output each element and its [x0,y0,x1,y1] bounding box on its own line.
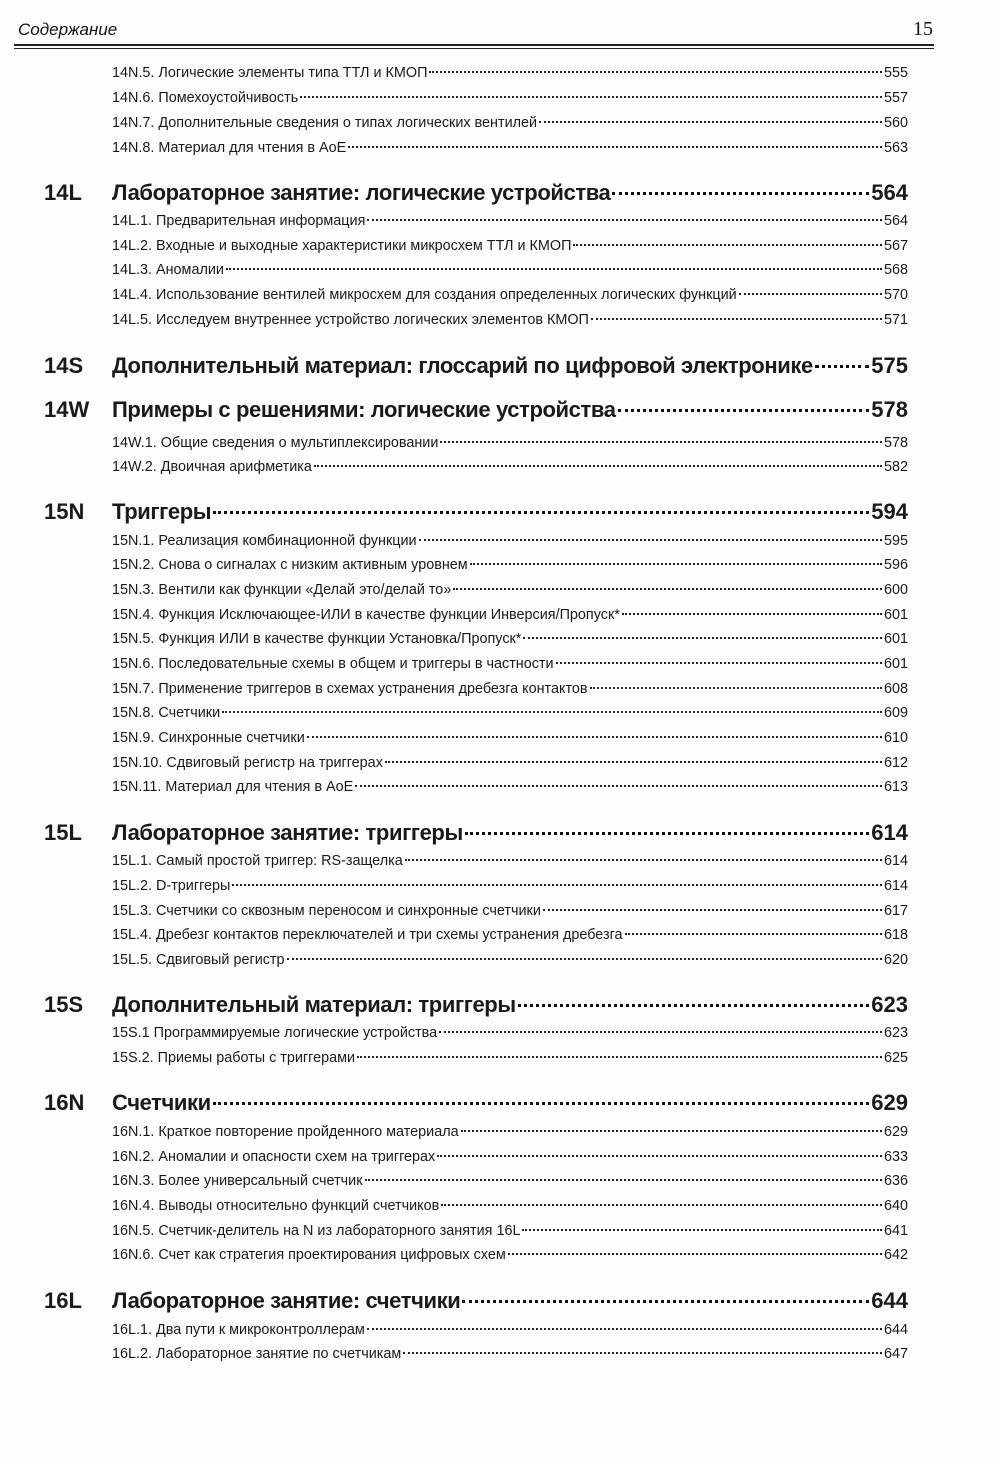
toc-section-entry[interactable] [112,1247,908,1269]
page-ref: 644 [883,1322,908,1338]
page-ref: 567 [883,238,908,254]
toc-section-entry[interactable] [112,1223,908,1245]
dot-leader [518,1004,870,1007]
page-ref: 614 [871,820,908,845]
toc-section-entry[interactable] [112,312,908,334]
section-title: 15S.2. Приемы работы с триггерами [112,1050,356,1066]
dot-leader [314,465,882,467]
section-title: 14L.2. Входные и выходные характеристики микросхем ТТЛ и КМОП [112,238,572,254]
toc-chapter-entry[interactable] [44,1288,908,1320]
dot-leader [300,96,882,98]
toc-section-entry[interactable] [112,65,908,87]
dot-leader [440,441,882,443]
section-title: 15N.4. Функция Исключающее-ИЛИ в качестве функции Инверсия/Пропуск* [112,607,620,623]
page-ref: 620 [883,952,908,968]
toc-section-entry[interactable] [112,582,908,604]
dot-leader [365,1179,882,1181]
dot-leader [508,1253,882,1255]
toc-section-entry[interactable] [112,607,908,629]
toc-section-entry[interactable] [112,140,908,162]
dot-leader [522,1229,882,1231]
section-title: 16N.4. Выводы относительно функций счетчиков [112,1198,440,1214]
chapter-code: 15L [44,820,82,845]
page-ref: 618 [883,927,908,943]
dot-leader [453,588,882,590]
dot-leader [405,859,882,861]
page-ref: 557 [883,90,908,106]
dot-leader [307,736,882,738]
toc-section-entry[interactable] [112,1198,908,1220]
section-title: 16N.2. Аномалии и опасности схем на триггерах [112,1149,436,1165]
page-ref: 608 [883,681,908,697]
toc-section-entry[interactable] [112,533,908,555]
section-title: 14N.7. Дополнительные сведения о типах логических вентилей [112,115,538,131]
toc-section-entry[interactable] [112,1173,908,1195]
toc-section-entry[interactable] [112,262,908,284]
page-ref: 594 [871,499,908,524]
dot-leader [470,563,882,565]
page-ref: 575 [871,353,908,378]
toc-section-entry[interactable] [112,557,908,579]
page-ref: 601 [883,631,908,647]
section-title: 15N.11. Материал для чтения в AoE [112,779,354,795]
toc-section-entry[interactable] [112,681,908,703]
section-title: 15N.9. Синхронные счетчики [112,730,305,746]
chapter-title: Лабораторное занятие: триггеры [112,820,463,845]
page-ref: 560 [883,115,908,131]
page-ref: 595 [883,533,908,549]
toc-chapter-entry[interactable] [44,992,908,1024]
page-ref: 636 [883,1173,908,1189]
page-ref: 641 [883,1223,908,1239]
dot-leader [348,146,882,148]
dot-leader [543,909,882,911]
toc-section-entry[interactable] [112,631,908,653]
dot-leader [815,365,869,368]
toc-section-entry[interactable] [112,459,908,481]
section-title: 14N.5. Логические элементы типа ТТЛ и КМОП [112,65,428,81]
dot-leader [441,1204,882,1206]
toc-section-entry[interactable] [112,287,908,309]
section-title: 14W.2. Двоичная арифметика [112,459,312,475]
page-ref: 600 [883,582,908,598]
dot-leader [465,832,869,835]
dot-leader [357,1056,882,1058]
page-ref: 555 [883,65,908,81]
section-title: 16N.1. Краткое повторение пройденного материала [112,1124,459,1140]
dot-leader [367,219,882,221]
chapter-code: 16N [44,1090,85,1115]
section-title: 16N.6. Счет как стратегия проектирования цифровых схем [112,1247,506,1263]
toc-section-entry[interactable] [112,878,908,900]
page-ref: 571 [883,312,908,328]
toc-section-entry[interactable] [112,213,908,235]
section-title: 16L.2. Лабораторное занятие по счетчикам [112,1346,402,1362]
dot-leader [539,121,882,123]
chapter-title: Триггеры [112,499,212,524]
toc-section-entry[interactable] [112,238,908,260]
page-ref: 617 [883,903,908,919]
section-title: 15L.4. Дребезг контактов переключателей и три схемы устранения дребезга [112,927,623,943]
chapter-title: Счетчики [112,1090,211,1115]
dot-leader [612,192,869,195]
dot-leader [226,268,882,270]
chapter-code: 16L [44,1288,82,1313]
section-title: 15N.5. Функция ИЛИ в качестве функции Установка/Пропуск* [112,631,522,647]
toc-section-entry[interactable] [112,1346,908,1368]
toc-section-entry[interactable] [112,1149,908,1171]
section-title: 15N.8. Счетчики [112,705,221,721]
dot-leader [461,1130,882,1132]
section-title: 14L.4. Использование вентилей микросхем для создания определенных логических функций [112,287,737,303]
toc-section-entry[interactable] [112,853,908,875]
page-ref: 564 [883,213,908,229]
page-ref: 612 [883,755,908,771]
toc-section-entry[interactable] [112,705,908,727]
dot-leader [403,1352,882,1354]
toc-section-entry[interactable] [112,1124,908,1146]
page-ref: 625 [883,1050,908,1066]
section-title: 14W.1. Общие сведения о мультиплексировании [112,435,439,451]
toc-section-entry[interactable] [112,1050,908,1072]
dot-leader [213,1102,870,1105]
section-title: 15N.6. Последовательные схемы в общем и триггеры в частности [112,656,554,672]
toc-section-entry[interactable] [112,903,908,925]
section-title: 15N.1. Реализация комбинационной функции [112,533,417,549]
page-number: 15 [913,18,933,40]
page-ref: 629 [883,1124,908,1140]
toc-section-entry[interactable] [112,90,908,112]
toc-section-entry[interactable] [112,755,908,777]
toc-chapter-entry[interactable] [44,820,908,852]
dot-leader [287,958,882,960]
toc-section-entry[interactable] [112,435,908,457]
section-title: 14L.1. Предварительная информация [112,213,366,229]
chapter-code: 14W [44,397,90,422]
toc-chapter-entry[interactable] [44,397,908,429]
page-ref: 601 [883,607,908,623]
dot-leader [625,933,882,935]
dot-leader [419,539,882,541]
chapter-code: 14L [44,180,82,205]
page-ref: 647 [883,1346,908,1362]
page-header [18,18,933,44]
page-ref: 578 [883,435,908,451]
dot-leader [739,293,882,295]
toc-section-entry[interactable] [112,927,908,949]
table-of-contents [0,60,1000,1460]
section-title: 14N.8. Материал для чтения в AoE [112,140,347,156]
chapter-title: Примеры с решениями: логические устройства [112,397,616,422]
page-ref: 614 [883,878,908,894]
toc-section-entry[interactable] [112,952,908,974]
page-ref: 601 [883,656,908,672]
page-ref: 610 [883,730,908,746]
dot-leader [367,1328,882,1330]
page-ref: 578 [871,397,908,422]
section-title: 15L.1. Самый простой триггер: RS-защелка [112,853,403,869]
dot-leader [355,785,882,787]
chapter-title: Лабораторное занятие: счетчики [112,1288,461,1313]
section-title: 15L.2. D-триггеры [112,878,231,894]
chapter-title: Дополнительный материал: триггеры [112,992,516,1017]
section-title: 15L.3. Счетчики со сквозным переносом и синхронные счетчики [112,903,541,919]
running-header-title: Содержание [18,20,118,39]
section-title: 16L.1. Два пути к микроконтроллерам [112,1322,365,1338]
dot-leader [429,71,882,73]
page-ref: 623 [883,1025,908,1041]
dot-leader [232,884,882,886]
page-ref: 570 [883,287,908,303]
chapter-code: 15S [44,992,84,1017]
chapter-title: Лабораторное занятие: логические устройства [112,180,611,205]
dot-leader [222,711,882,713]
toc-chapter-entry[interactable] [44,353,908,385]
section-title: 15N.7. Применение триггеров в схемах устранения дребезга контактов [112,681,588,697]
page-ref: 629 [871,1090,908,1115]
section-title: 14L.5. Исследуем внутреннее устройство логических элементов КМОП [112,312,589,328]
chapter-title: Дополнительный материал: глоссарий по цифровой электронике [112,353,813,378]
page-ref: 582 [883,459,908,475]
toc-section-entry[interactable] [112,1025,908,1047]
dot-leader [523,637,882,639]
page-ref: 568 [883,262,908,278]
section-title: 16N.3. Более универсальный счетчик [112,1173,363,1189]
section-title: 15S.1 Программируемые логические устройства [112,1025,438,1041]
dot-leader [573,244,882,246]
dot-leader [618,409,870,412]
dot-leader [556,662,882,664]
page-ref: 633 [883,1149,908,1165]
toc-section-entry[interactable] [112,115,908,137]
section-title: 14L.3. Аномалии [112,262,224,278]
section-title: 15N.2. Снова о сигналах с низким активным уровнем [112,557,468,573]
toc-section-entry[interactable] [112,656,908,678]
page-ref: 614 [883,853,908,869]
toc-chapter-entry[interactable] [44,180,908,212]
header-rule [14,44,934,49]
dot-leader [622,613,882,615]
dot-leader [437,1155,882,1157]
page-ref: 609 [883,705,908,721]
dot-leader [590,687,882,689]
section-title: 15L.5. Сдвиговый регистр [112,952,285,968]
chapter-code: 15N [44,499,85,524]
page-ref: 564 [871,180,908,205]
section-title: 15N.3. Вентили как функции «Делай это/делай то» [112,582,452,598]
page-ref: 642 [883,1247,908,1263]
dot-leader [213,511,869,514]
toc-section-entry[interactable] [112,730,908,752]
dot-leader [462,1300,869,1303]
toc-section-entry[interactable] [112,1322,908,1344]
dot-leader [439,1031,882,1033]
dot-leader [591,318,882,320]
section-title: 14N.6. Помехоустойчивость [112,90,299,106]
page-ref: 644 [871,1288,908,1313]
page-ref: 563 [883,140,908,156]
page-ref: 596 [883,557,908,573]
dot-leader [385,761,882,763]
toc-chapter-entry[interactable] [44,1090,908,1122]
page-ref: 640 [883,1198,908,1214]
page-ref: 623 [871,992,908,1017]
chapter-code: 14S [44,353,84,378]
section-title: 16N.5. Счетчик-делитель на N из лабораторного занятия 16L [112,1223,521,1239]
page-ref: 613 [883,779,908,795]
toc-chapter-entry[interactable] [44,499,908,531]
toc-section-entry[interactable] [112,779,908,801]
section-title: 15N.10. Сдвиговый регистр на триггерах [112,755,383,771]
